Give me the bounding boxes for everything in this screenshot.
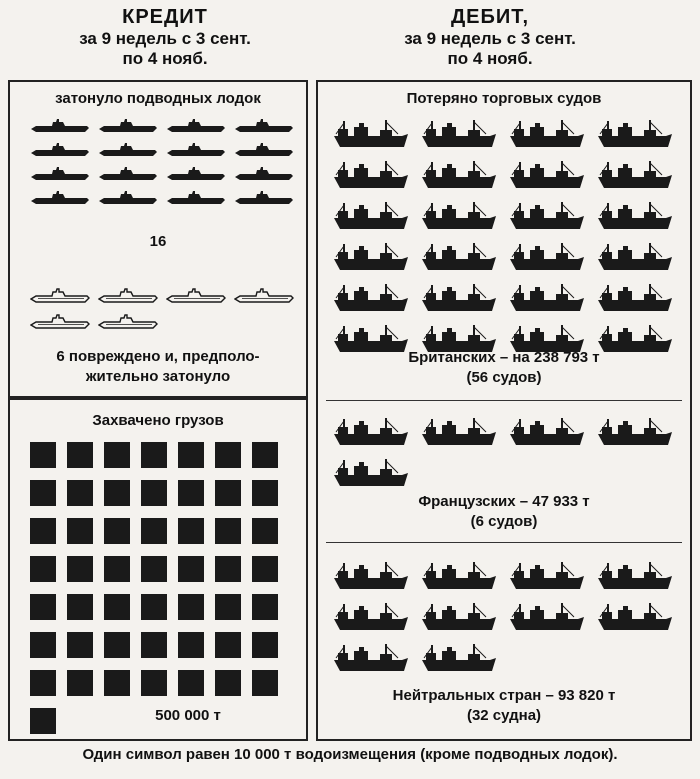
merchant-ship-icon (332, 560, 412, 592)
merchant-ship-icon (596, 241, 676, 273)
merchant-ship-icon (332, 241, 412, 273)
legend-footnote: Один символ равен 10 000 т водоизмещения (кроме подводных лодок). (82, 746, 618, 763)
debit-period-line1: за 9 недель с 3 сент. (404, 29, 576, 48)
cargo-square-icon (30, 518, 56, 544)
merchant-ship-icon (420, 601, 500, 633)
merchant-ship-icon (420, 642, 500, 674)
cargo-square-icon (30, 708, 56, 734)
cargo-square-icon (252, 594, 278, 620)
submarine-icon (166, 166, 230, 182)
merchant-ship-icon (420, 560, 500, 592)
cargo-square-icon (104, 594, 130, 620)
cargo-square-icon (104, 518, 130, 544)
cargo-square-icon (104, 556, 130, 582)
submarine-outline-icon (30, 314, 94, 330)
cargo-square-icon (67, 518, 93, 544)
cargo-square-icon (215, 518, 241, 544)
cargo-square-icon (252, 518, 278, 544)
credit-period-line1: за 9 недель с 3 сент. (79, 29, 251, 48)
cargo-title: Захвачено грузов (92, 412, 224, 429)
merchant-ship-icon (596, 560, 676, 592)
cargo-square-icon (252, 480, 278, 506)
british-caption (318, 348, 690, 389)
debit-period-line2: по 4 нояб. (447, 48, 533, 68)
cargo-square-icon (141, 518, 167, 544)
merchant-ship-icon (596, 159, 676, 191)
cargo-square-icon (178, 442, 204, 468)
cargo-square-icon (178, 632, 204, 658)
cargo-square-icon (252, 442, 278, 468)
cargo-square-icon (30, 632, 56, 658)
merchant-ship-icon (420, 118, 500, 150)
cargo-square-icon (104, 480, 130, 506)
merchant-ship-icon (596, 416, 676, 448)
cargo-square-icon (104, 670, 130, 696)
submarine-icon (98, 142, 162, 158)
credit-title: КРЕДИТ (122, 6, 208, 28)
merchant-ship-icon (508, 118, 588, 150)
credit-header (40, 6, 290, 68)
merchant-ship-icon (420, 416, 500, 448)
cargo-square-icon (215, 442, 241, 468)
submarine-outline-icon (166, 288, 230, 304)
merchant-ship-icon (420, 200, 500, 232)
merchant-ship-icon (332, 159, 412, 191)
neutral-caption-line1: Нейтральных стран – 93 820 т (392, 687, 616, 704)
merchant-ship-icon (332, 118, 412, 150)
french-ships-grid (332, 416, 676, 489)
cargo-square-icon (67, 480, 93, 506)
submarine-icon (30, 142, 94, 158)
merchant-ship-icon (332, 601, 412, 633)
cargo-square-icon (141, 442, 167, 468)
ships-title: Потеряно торговых судов (406, 90, 602, 107)
cargo-symbols-grid (30, 442, 278, 734)
submarine-outline-icon (234, 288, 298, 304)
submarine-icon (166, 118, 230, 134)
cargo-square-icon (178, 480, 204, 506)
merchant-ship-icon (332, 200, 412, 232)
merchant-ship-icon (596, 200, 676, 232)
cargo-square-icon (215, 594, 241, 620)
merchant-ship-icon (508, 241, 588, 273)
merchant-ship-icon (596, 282, 676, 314)
merchant-ship-icon (508, 200, 588, 232)
french-caption-line1: Французских – 47 933 т (418, 493, 590, 510)
submarine-icon (234, 142, 298, 158)
cargo-square-icon (141, 670, 167, 696)
credit-period-line2: по 4 нояб. (122, 48, 208, 68)
cargo-square-icon (141, 594, 167, 620)
cargo-square-icon (30, 480, 56, 506)
merchant-ship-icon (508, 560, 588, 592)
debit-title: ДЕБИТ, (450, 6, 530, 28)
merchant-ship-icon (332, 282, 412, 314)
cargo-square-icon (67, 670, 93, 696)
merchant-ship-icon (596, 601, 676, 633)
cargo-square-icon (30, 670, 56, 696)
french-caption-line2: (6 судов) (470, 513, 538, 531)
merchant-ship-icon (420, 282, 500, 314)
cargo-square-icon (67, 556, 93, 582)
damaged-caption (10, 347, 306, 388)
cargo-square-icon (67, 632, 93, 658)
neutral-ships-grid (332, 560, 676, 674)
cargo-square-icon (215, 480, 241, 506)
submarine-icon (98, 190, 162, 206)
british-ships-grid (332, 118, 676, 355)
cargo-square-icon (252, 632, 278, 658)
section-divider (326, 400, 682, 401)
merchant-ship-icon (508, 159, 588, 191)
debit-header (340, 6, 640, 68)
submarine-icon (166, 190, 230, 206)
merchant-ship-icon (332, 457, 412, 489)
submarine-icon (30, 166, 94, 182)
cargo-square-icon (215, 670, 241, 696)
cargo-square-icon (141, 632, 167, 658)
cargo-square-icon (67, 594, 93, 620)
damaged-caption-line2: жительно затонуло (85, 368, 231, 386)
cargo-square-icon (141, 480, 167, 506)
cargo-square-icon (141, 556, 167, 582)
sunk-count-label: 16 (149, 233, 167, 250)
submarines-title: затонуло подводных лодок (55, 90, 261, 107)
submarine-icon (166, 142, 230, 158)
merchant-ships-panel (316, 80, 692, 741)
submarine-icon (234, 118, 298, 134)
cargo-square-icon (67, 442, 93, 468)
cargo-square-icon (104, 632, 130, 658)
neutral-caption-line2: (32 судна) (466, 707, 542, 725)
cargo-square-icon (178, 518, 204, 544)
british-caption-line1: Британских – на 238 793 т (408, 349, 600, 366)
neutral-caption (318, 686, 690, 727)
cargo-panel (8, 398, 308, 741)
cargo-total-label: 500 000 т (155, 707, 221, 724)
merchant-ship-icon (420, 159, 500, 191)
cargo-square-icon (178, 556, 204, 582)
cargo-square-icon (30, 442, 56, 468)
merchant-ship-icon (332, 416, 412, 448)
cargo-square-icon (215, 556, 241, 582)
cargo-square-icon (178, 594, 204, 620)
british-caption-line2: (56 судов) (466, 369, 542, 387)
submarine-outline-icon (98, 288, 162, 304)
cargo-square-icon (104, 442, 130, 468)
submarine-outline-icon (98, 314, 162, 330)
cargo-square-icon (178, 670, 204, 696)
cargo-square-icon (215, 632, 241, 658)
submarine-icon (98, 166, 162, 182)
submarine-icon (234, 166, 298, 182)
submarine-outline-icon (30, 288, 94, 304)
french-caption (318, 492, 690, 533)
submarine-icon (30, 190, 94, 206)
submarine-icon (98, 118, 162, 134)
cargo-square-icon (252, 556, 278, 582)
cargo-square-icon (252, 670, 278, 696)
merchant-ship-icon (508, 416, 588, 448)
submarine-icon (30, 118, 94, 134)
merchant-ship-icon (420, 241, 500, 273)
cargo-square-icon (30, 594, 56, 620)
section-divider (326, 542, 682, 543)
submarine-icon (234, 190, 298, 206)
merchant-ship-icon (596, 118, 676, 150)
sunk-submarines-grid (30, 118, 298, 206)
merchant-ship-icon (508, 282, 588, 314)
damaged-caption-line1: 6 повреждено и, предполо- (56, 348, 260, 365)
merchant-ship-icon (508, 601, 588, 633)
merchant-ship-icon (332, 642, 412, 674)
submarines-panel (8, 80, 308, 398)
damaged-submarines-grid (30, 288, 298, 330)
cargo-square-icon (30, 556, 56, 582)
